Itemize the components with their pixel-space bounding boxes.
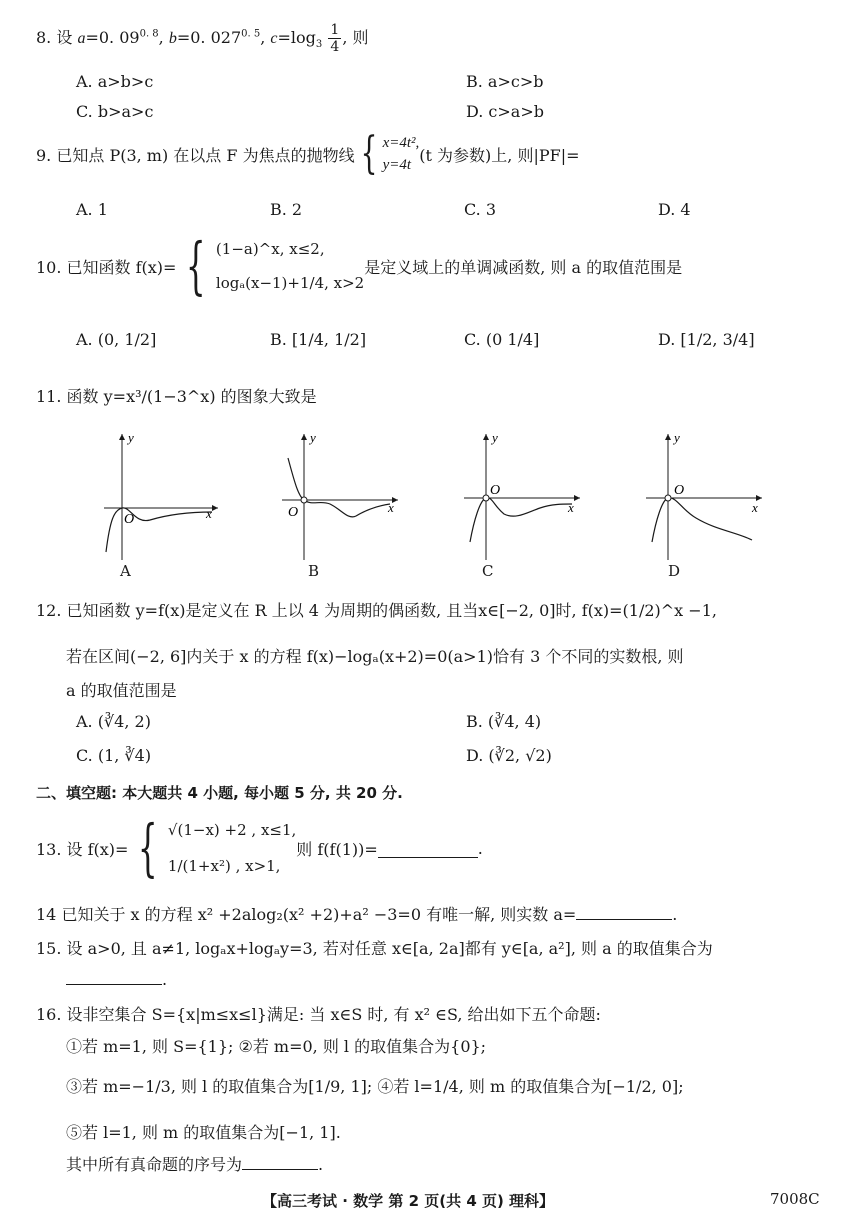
q10-stem: 10. 已知函数 f(x)= { (1−a)^x, x≤2, logₐ(x−1)+1/4, x>2 是定义域上的单调减函数, 则 a 的取值范围是 xyxy=(36,229,683,302)
q9-option-d: D. 4 xyxy=(658,200,691,219)
q10-option-d: D. [1/2, 3/4] xyxy=(658,330,755,349)
svg-text:O: O xyxy=(674,483,685,498)
q8-stem: 8. 设 a=0. $09^{0. 8}$, b=0. $027^{0. 5}$, $c=\log_3$ $\frac{1}{4}$ , 则 xyxy=(36,22,369,55)
q16-line1: 16. 设非空集合 S={x|m≤x≤l}满足: 当 x∈S 时, 有 x² ∈S, 给出如下五个命题: xyxy=(36,1005,601,1024)
q8-option-d: D. c>a>b xyxy=(466,102,544,121)
q15-answer-blank[interactable] xyxy=(66,968,162,985)
graph-label-c: C xyxy=(482,562,494,580)
svg-text:y: y xyxy=(674,430,680,445)
q15-line1: 15. 设 a>0, 且 a≠1, logₐx+logₐy=3, 若对任意 x∈[a, 2a]都有 y∈[a, a²], 则 a 的取值集合为 xyxy=(36,939,713,958)
q10-option-c: C. (0 1/4] xyxy=(464,330,540,349)
q14-answer-blank[interactable] xyxy=(576,903,672,920)
q12-option-d: D. (∛2, √2) xyxy=(466,746,552,765)
svg-text:x: x xyxy=(752,500,758,515)
svg-text:x: x xyxy=(206,506,212,521)
brace-icon: { xyxy=(138,811,159,884)
q9-option-b: B. 2 xyxy=(270,200,303,219)
q9-option-a: A. 1 xyxy=(76,200,108,219)
q12-option-c: C. (1, ∛4) xyxy=(76,746,152,765)
q16-line2: ①若 m=1, 则 S={1}; ②若 m=0, 则 l 的取值集合为{0}; xyxy=(66,1037,487,1056)
q16-line5: 其中所有真命题的序号为 . xyxy=(66,1155,324,1174)
svg-text:O: O xyxy=(490,483,501,498)
graph-c xyxy=(464,430,580,560)
q16-line3: ③若 m=−1/3, 则 l 的取值集合为[1/9, 1]; ④若 l=1/4, 则 m 的取值集合为[−1/2, 0]; xyxy=(66,1077,684,1096)
graph-label-b: B xyxy=(308,562,320,580)
q16-line4: ⑤若 l=1, 则 m 的取值集合为[−1, 1]. xyxy=(66,1123,341,1142)
svg-text:x: x xyxy=(388,500,394,515)
svg-text:O: O xyxy=(124,512,135,527)
q16-answer-blank[interactable] xyxy=(242,1153,318,1170)
svg-text:y: y xyxy=(492,430,498,445)
q13-answer-blank[interactable] xyxy=(378,839,478,858)
q10-option-a: A. (0, 1/2] xyxy=(76,330,157,349)
q10-option-b: B. [1/4, 1/2] xyxy=(270,330,367,349)
footer-code: 7008C xyxy=(770,1190,820,1208)
graph-b xyxy=(282,430,398,560)
svg-text:y: y xyxy=(128,430,134,445)
q11-stem: 11. 函数 y=x³/(1−3^x) 的图象大致是 xyxy=(36,387,317,406)
q13-stem: 13. 设 f(x)= { √(1−x) +2 , x≤1, 1/(1+x²) , x>1, 则 f(f(1))= . xyxy=(36,811,483,884)
q12-line2: 若在区间(−2, 6]内关于 x 的方程 f(x)−logₐ(x+2)=0(a>1)恰有 3 个不同的实数根, 则 xyxy=(66,647,684,666)
svg-text:x: x xyxy=(568,500,574,515)
q8-option-a: A. a>b>c xyxy=(76,72,154,91)
q9-stem: 9. 已知点 P(3, m) 在以点 F 为焦点的抛物线 { x=4t², y=4t (t 为参数)上, 则|PF|= xyxy=(36,128,580,179)
graph-a xyxy=(104,430,218,560)
section-heading: 二、填空题: 本大题共 4 小题, 每小题 5 分, 共 20 分. xyxy=(36,784,403,802)
q8-option-b: B. a>c>b xyxy=(466,72,544,91)
footer-center: 【高三考试 · 数学 第 2 页(共 4 页) 理科】 xyxy=(262,1192,555,1210)
q12-line3: a 的取值范围是 xyxy=(66,681,177,700)
svg-text:O: O xyxy=(288,505,299,520)
q12-option-a: A. (∛4, 2) xyxy=(76,712,151,731)
q14-stem: 14 已知关于 x 的方程 x² +2alog₂(x² +2)+a² −3=0 有唯一解, 则实数 a= . xyxy=(36,905,678,924)
brace-icon: { xyxy=(186,229,207,302)
graph-d xyxy=(646,430,762,560)
q12-option-b: B. (∛4, 4) xyxy=(466,712,542,731)
q12-line1: 12. 已知函数 y=f(x)是定义在 R 上以 4 为周期的偶函数, 且当x∈[−2, 0]时, f(x)=(1/2)^x −1, xyxy=(36,601,717,620)
q8-option-c: C. b>a>c xyxy=(76,102,154,121)
graph-label-a: A xyxy=(120,562,131,580)
svg-text:y: y xyxy=(310,430,316,445)
brace-icon: { xyxy=(360,128,377,179)
q15-line2: . xyxy=(66,968,167,989)
graph-label-d: D xyxy=(668,562,681,580)
q9-option-c: C. 3 xyxy=(464,200,497,219)
